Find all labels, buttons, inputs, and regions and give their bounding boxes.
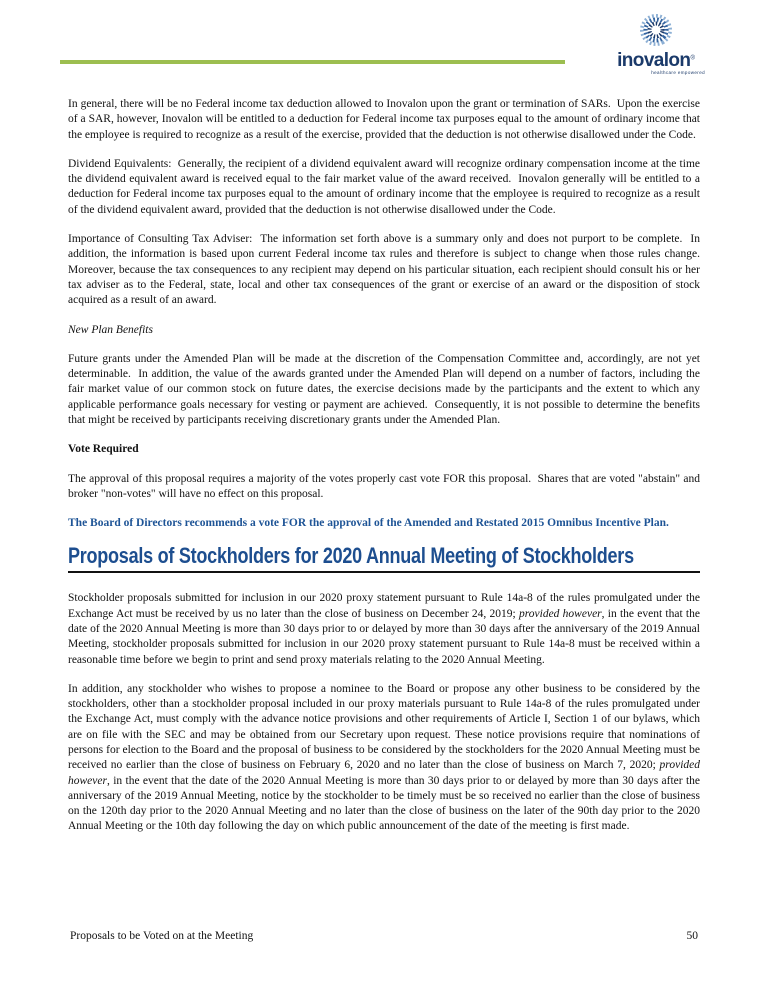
- paragraph-sars-tax: In general, there will be no Federal income tax deduction allowed to Inovalon upon the grant or termination of SARs. Upon the exercise of a SAR, however, Inovalon will be entitled to a deduction for Federal income tax purposes equal to the amount of ordinary income that the employee is required to recognize as a result of the exercise, provided that the deduction is not otherwise disallowed under the Code.: [68, 98, 703, 141]
- footer-section-label: Proposals to be Voted on at the Meeting: [70, 930, 254, 942]
- logo-swirl-icon: [636, 12, 676, 50]
- logo-tagline: healthcare empowered: [651, 70, 705, 75]
- header-divider-rule: [60, 60, 565, 64]
- page-footer: [70, 930, 698, 942]
- logo-wordmark-row: [600, 51, 712, 70]
- document-body: [68, 97, 706, 849]
- footer-page-number: 50: [686, 930, 698, 942]
- section-title-proposals-2020: Proposals of Stockholders for 2020 Annual Meeting of Stockholders: [68, 542, 634, 568]
- paragraph-vote-required: The approval of this proposal requires a majority of the votes properly cast vote FOR this proposal. Shares that are voted "abstain" and broker "non-votes" will have no effect on this proposal.: [68, 472, 703, 500]
- paragraph-consulting-tax-adviser: Importance of Consulting Tax Adviser: The information set forth above is a summary only and does not purport to be complete. In addition, the information is based upon current Federal income tax rules and therefore is subject to change when those rules change. Moreover, because the tax consequences to any recipient may depend on his particular situation, each recipient should consult his or her tax adviser as to the Federal, state, local and other tax consequences of the grant or exercise of an award or the disposition of stock acquired as a result of an award.: [68, 233, 706, 307]
- paragraph-dividend-equivalents: Dividend Equivalents: Generally, the recipient of a dividend equivalent award will recognize ordinary compensation income at the time the dividend equivalent award is received equal to the fair market value of the award received. Inovalon generally will be entitled to a deduction for Federal income tax purposes equal to the amount of ordinary income that the employee is required to recognize as a result of the dividend equivalent award, provided that the deduction is not otherwise disallowed under the Code.: [68, 157, 703, 216]
- paragraph-rule-14a8-deadline: Stockholder proposals submitted for inclusion in our 2020 proxy statement pursuant to Rule 14a-8 of the rules promulgated under the Exchange Act must be received by us no later than the close of business on December 24, 2019; provided however, in the event that the date of the 2020 Annual Meeting is more than 30 days prior to or delayed by more than 30 days after the anniversary of the 2019 Annual Meeting, stockholder proposals submitted for inclusion in our 2020 proxy statement pursuant to Rule 14a-8 must be received within a reasonable time before we begin to print and send proxy materials relating to the 2020 Annual Meeting.: [68, 592, 703, 666]
- paragraph-advance-notice: In addition, any stockholder who wishes to propose a nominee to the Board or propose any other business to be considered by the stockholders, other than a stockholder proposal included in our proxy materials pursuant to Rule 14a-8 of the rules promulgated under the Exchange Act, must comply with the advance notice provisions and other requirements of Article I, Section 1 of our bylaws, which are on file with the SEC and may be obtained from our Secretary upon request. These notice provisions require that nominations of persons for election to the Board and the proposal of business to be considered by the stockholders for the 2020 Annual Meeting must be received no earlier than the close of business on February 6, 2020 and no later than the close of business on March 7, 2020; provided however, in the event that the date of the 2020 Annual Meeting is more than 30 days prior to or delayed by more than 30 days after the anniversary of the 2019 Annual Meeting, notice by the stockholder to be timely must be so received no earlier than the close of business on the 120th day prior to the 2020 Annual Meeting and no later than the close of business on the later of the 90th day prior to the 2020 Annual Meeting or the 10th day following the day on which public announcement of the date of the meeting is first made.: [68, 682, 703, 833]
- heading-vote-required: Vote Required: [68, 443, 139, 456]
- logo-wordmark: inovalon: [617, 50, 691, 71]
- inovalon-logo: [600, 12, 712, 76]
- section-title-rule: [68, 571, 700, 574]
- board-recommendation: The Board of Directors recommends a vote FOR the approval of the Amended and Restated 2015 Omnibus Incentive Plan.: [68, 517, 669, 530]
- registered-trademark-icon: ®: [690, 55, 695, 62]
- paragraph-future-grants: Future grants under the Amended Plan will be made at the discretion of the Compensation Committee and, accordingly, are not yet determinable. In addition, the value of the awards granted under the Amended Plan will depend on a number of factors, including the fair market value of our common stock on future dates, the exercise decisions made by the participants and the extent to which any applicable performance goals necessary for vesting or payment are achieved. Consequently, it is not possible to determine the benefits that might be received by participants receiving discretionary grants under the Amended Plan.: [68, 352, 703, 427]
- heading-new-plan-benefits: New Plan Benefits: [68, 323, 153, 336]
